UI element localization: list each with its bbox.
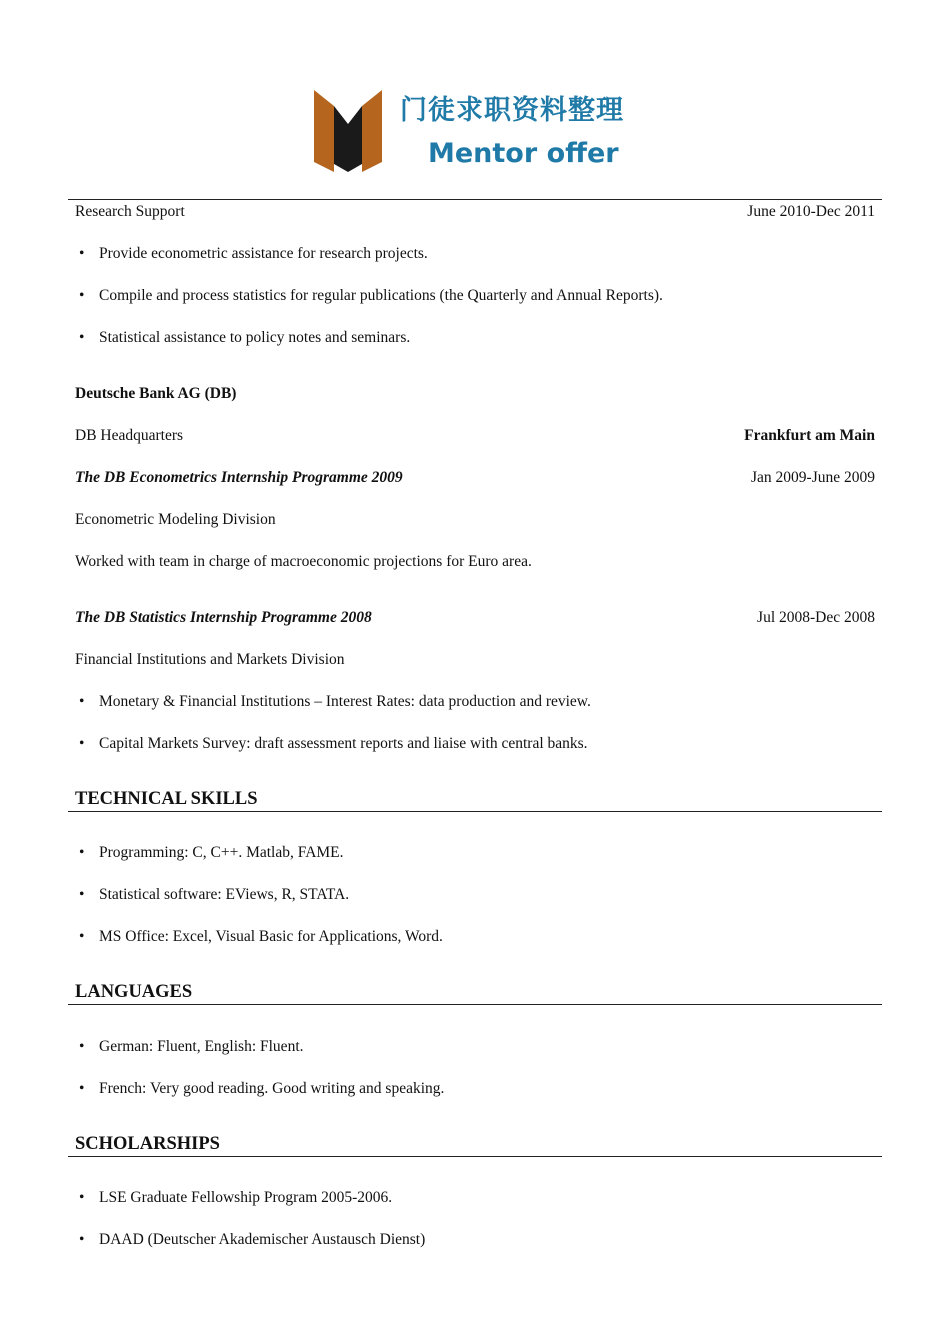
top-divider (68, 199, 882, 200)
programme-dates: Jul 2008-Dec 2008 (757, 609, 875, 626)
list-item: • Compile and process statistics for regular publications (the Quarterly and Annual Reports). (79, 287, 663, 304)
list-item: • Monetary & Financial Institutions – Interest Rates: data production and review. (79, 693, 591, 710)
programme-description: Worked with team in charge of macroeconomic projections for Euro area. (75, 553, 532, 570)
section-divider (68, 811, 882, 812)
list-item: • Capital Markets Survey: draft assessment reports and liaise with central banks. (79, 735, 588, 752)
list-item: • Provide econometric assistance for research projects. (79, 245, 428, 262)
job-dates: June 2010-Dec 2011 (747, 203, 875, 220)
list-item: • French: Very good reading. Good writing and speaking. (79, 1080, 445, 1097)
section-heading-languages: LANGUAGES (75, 982, 193, 1002)
section-heading-scholarships: SCHOLARSHIPS (75, 1134, 220, 1154)
programme-division: Econometric Modeling Division (75, 511, 276, 528)
programme-division: Financial Institutions and Markets Division (75, 651, 345, 668)
programme-dates: Jan 2009-June 2009 (751, 469, 875, 486)
job-title: Research Support (75, 203, 185, 220)
logo (310, 80, 640, 180)
section-heading-technical-skills: TECHNICAL SKILLS (75, 789, 258, 809)
section-divider (68, 1156, 882, 1157)
employer-unit: DB Headquarters (75, 427, 184, 444)
employer-location: Frankfurt am Main (744, 427, 875, 444)
employer-name: Deutsche Bank AG (DB) (75, 385, 237, 402)
logo-english-text: Mentor offer (428, 138, 619, 169)
list-item: • Statistical software: EViews, R, STATA. (79, 886, 350, 903)
list-item: • MS Office: Excel, Visual Basic for Applications, Word. (79, 928, 443, 945)
logo-mark-icon (314, 84, 382, 176)
programme-title: The DB Econometrics Internship Programme 2009 (75, 469, 403, 486)
list-item: • German: Fluent, English: Fluent. (79, 1038, 304, 1055)
list-item: • Statistical assistance to policy notes and seminars. (79, 329, 411, 346)
programme-title: The DB Statistics Internship Programme 2008 (75, 609, 372, 626)
list-item: • DAAD (Deutscher Akademischer Austausch Dienst) (79, 1231, 426, 1248)
list-item: • LSE Graduate Fellowship Program 2005-2006. (79, 1189, 393, 1206)
section-divider (68, 1004, 882, 1005)
list-item: • Programming: C, C++. Matlab, FAME. (79, 844, 344, 861)
logo-chinese-text: 门徒求职资料整理 (400, 95, 624, 126)
